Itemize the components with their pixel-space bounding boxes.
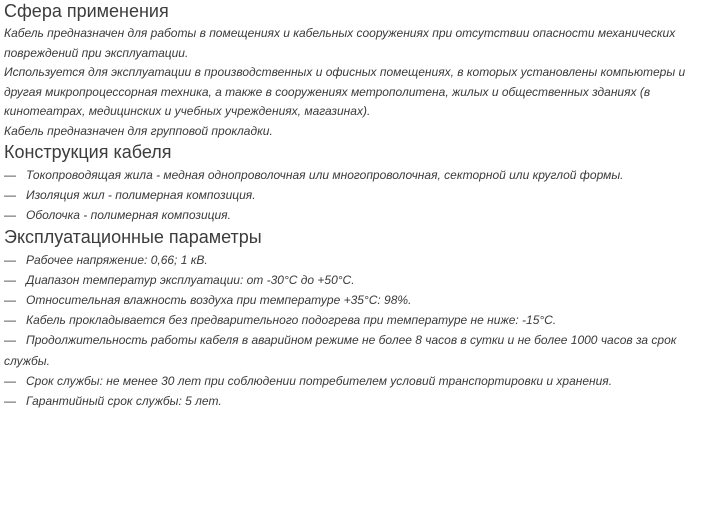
scope-paragraph: Кабель предназначен для групповой прокладки. [4,123,273,138]
list-item [4,310,725,330]
section-title-scope: Сфера применения [4,1,169,21]
list-item-text: Продолжительность работы кабеля в аварийном режиме не более 8 часов в сутки и не более 1000 часов за срок службы. [4,333,677,368]
section-title-construction: Конструкция кабеля [4,142,172,162]
dash-bullet: — [4,394,16,409]
list-item [4,371,725,391]
list-item [4,250,725,270]
dash-bullet: — [4,373,16,388]
scope-paragraph: Кабель предназначен для работы в помещениях и кабельных сооружениях при отсутствии опасности механических повреждений при эксплуатации. [4,26,676,60]
dash-bullet: — [4,168,16,182]
construction-list [4,165,725,226]
list-item [4,270,725,290]
dash-bullet: — [4,313,16,328]
list-item [4,290,725,310]
dash-bullet: — [4,333,16,348]
scope-paragraph: Используется для эксплуатации в производственных и офисных помещениях, в которых установлены компьютеры и другая микропроцессорная техника, а также в сооружениях метрополитена, жилых и общественных зданиях (в кинотеатрах, медицинских и учебных учреждениях, магазинах). [4,65,686,118]
list-item-text: Гарантийный срок службы: 5 лет. [26,394,222,409]
dash-bullet: — [4,208,16,223]
dash-bullet: — [4,252,16,267]
list-item-text: Оболочка - полимерная композиция. [26,208,231,223]
list-item-text: Изоляция жил - полимерная композиция. [26,188,256,203]
list-item-text: Диапазон температур эксплуатации: от -30°С до +50°С. [26,272,355,287]
list-item-text: Срок службы: не менее 30 лет при соблюдении потребителем условий транспортировки и хранения. [26,373,613,388]
dash-bullet: — [4,188,16,203]
document-body [4,0,725,411]
list-item-text: Кабель прокладывается без предварительного подогрева при температуре не ниже: -15°С. [26,313,557,328]
dash-bullet: — [4,272,16,287]
list-item [4,205,725,225]
list-item [4,391,725,411]
list-item [4,165,725,185]
parameters-list [4,250,725,412]
list-item-text: Относительная влажность воздуха при температуре +35°С: 98%. [26,293,412,308]
dash-bullet: — [4,293,16,308]
list-item-text: Рабочее напряжение: 0,66; 1 кВ. [26,252,208,267]
list-item [4,330,725,370]
list-item-text: Токопроводящая жила - медная однопроволочная или многопроволочная, секторной или круглой формы. [26,168,624,182]
section-title-parameters: Эксплуатационные параметры [4,226,262,247]
list-item [4,185,725,205]
